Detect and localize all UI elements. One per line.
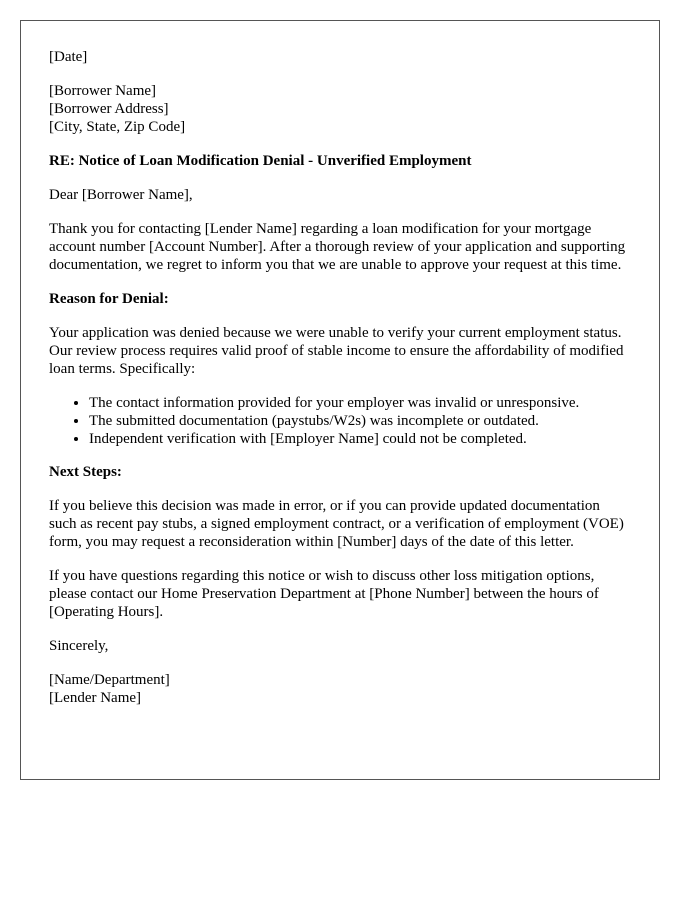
list-item: • The submitted documentation (paystubs/W2s) was incomplete or outdated.	[89, 412, 631, 430]
letter-subject: RE: Notice of Loan Modification Denial - Unverified Employment	[49, 153, 472, 169]
intro-paragraph: Thank you for contacting [Lender Name] regarding a loan modification for your mortgage account number [Account Number]. After a thorough review of your application and supporting documentation, we regret to inform you that we are unable to approve your request at this time.	[49, 221, 626, 273]
list-item: • Independent verification with [Employer Name] could not be completed.	[89, 430, 631, 448]
letter-date: [Date]	[49, 49, 88, 65]
letter-closing: Sincerely,	[49, 638, 109, 654]
list-item: • The contact information provided for your employer was invalid or unresponsive.	[89, 394, 631, 412]
recipient-address: [Borrower Address]	[49, 101, 169, 117]
signature-lender-name: [Lender Name]	[49, 690, 142, 706]
recipient-city-state-zip: [City, State, Zip Code]	[49, 119, 186, 135]
next-steps-heading: Next Steps:	[49, 464, 122, 480]
recipient-name: [Borrower Name]	[49, 83, 157, 99]
reasons-list	[49, 394, 631, 448]
next-steps-paragraph: If you believe this decision was made in error, or if you can provide updated documentation such as recent pay stubs, a signed employment contract, or a verification of employment (VOE) form, you may request a reconsideration within [Number] days of the date of this letter.	[49, 498, 624, 550]
contact-paragraph: If you have questions regarding this notice or wish to discuss other loss mitigation options, please contact our Home Preservation Department at [Phone Number] between the hours of [Operating Hours].	[49, 568, 599, 620]
recipient-address-block	[49, 82, 631, 136]
letter-salutation: Dear [Borrower Name],	[49, 187, 193, 203]
signature-name-department: [Name/Department]	[49, 672, 170, 688]
reason-heading: Reason for Denial:	[49, 291, 169, 307]
letter-document	[20, 20, 660, 780]
signature-block	[49, 671, 631, 707]
reason-paragraph: Your application was denied because we were unable to verify your current employment status. Our review process requires valid proof of stable income to ensure the affordability of modified loan terms. Specifically:	[49, 325, 624, 377]
